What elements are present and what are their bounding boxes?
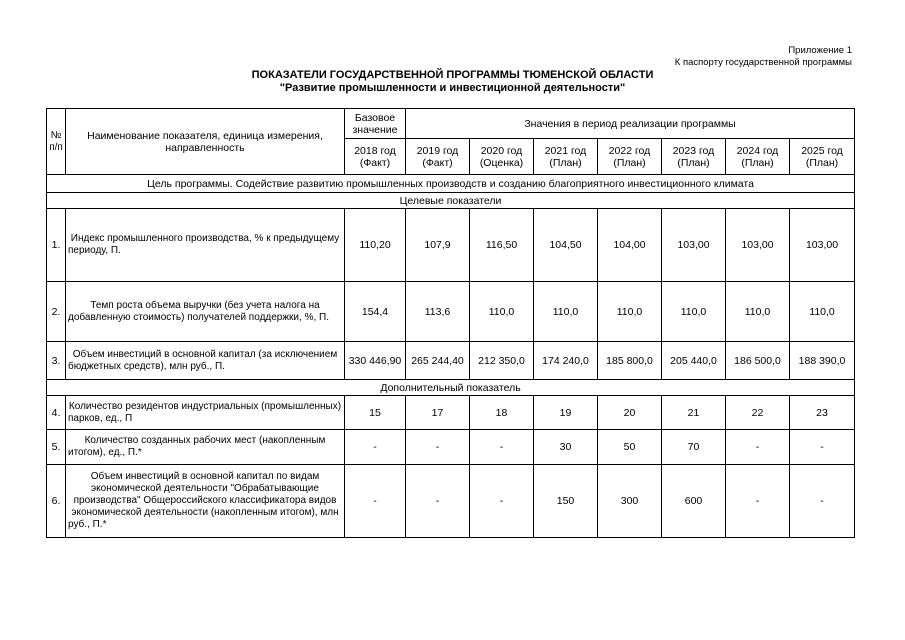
header-base: Базовое значение	[345, 109, 406, 139]
header-num: № п/п	[47, 109, 66, 175]
header-year-2021	[534, 139, 598, 175]
title-line-1: ПОКАЗАТЕЛИ ГОСУДАРСТВЕННОЙ ПРОГРАММЫ ТЮМЕНСКОЙ ОБЛАСТИ	[251, 69, 654, 81]
row-value: 330 446,90	[345, 342, 406, 380]
header-period: Значения в период реализации программы	[406, 109, 855, 139]
row-value: -	[406, 465, 470, 538]
row-value: 110,0	[598, 282, 662, 342]
row-value: -	[726, 465, 790, 538]
table-row	[47, 430, 855, 465]
row-value: 50	[598, 430, 662, 465]
title-line-2: "Развитие промышленности и инвестиционной деятельности"	[279, 82, 626, 94]
year-label: 2020 год	[480, 144, 523, 157]
year-label: 2025 год	[801, 144, 843, 157]
document-title	[0, 69, 905, 95]
header-year-2025	[790, 139, 855, 175]
row-value: 265 244,40	[406, 342, 470, 380]
header-year-2023	[662, 139, 726, 175]
row-value: 103,00	[662, 209, 726, 282]
row-value: 110,0	[470, 282, 534, 342]
year-kind: (План)	[549, 156, 582, 169]
section-extra-row	[47, 380, 855, 396]
row-number: 5.	[47, 430, 66, 465]
row-name: Объем инвестиций в основной капитал (за исключением бюджетных средств), млн руб., П.	[66, 342, 345, 380]
header-row-1	[47, 109, 855, 139]
row-value: 104,50	[534, 209, 598, 282]
row-value: 116,50	[470, 209, 534, 282]
row-value: 18	[470, 396, 534, 430]
row-name: Количество созданных рабочих мест (накопленным итогом), ед., П.*	[66, 430, 345, 465]
row-value: 212 350,0	[470, 342, 534, 380]
year-kind: (Оценка)	[479, 156, 524, 169]
row-value: 15	[345, 396, 406, 430]
row-value: 205 440,0	[662, 342, 726, 380]
row-value: 185 800,0	[598, 342, 662, 380]
header-year-2019	[406, 139, 470, 175]
header-name: Наименование показателя, единица измерения, направленность	[66, 109, 345, 175]
row-value: -	[470, 430, 534, 465]
table-row	[47, 465, 855, 538]
row-value: 600	[662, 465, 726, 538]
row-value: 154,4	[345, 282, 406, 342]
header-year-2022	[598, 139, 662, 175]
row-value: -	[726, 430, 790, 465]
table-row	[47, 209, 855, 282]
row-value: 110,20	[345, 209, 406, 282]
row-value: 300	[598, 465, 662, 538]
row-value: 104,00	[598, 209, 662, 282]
row-number: 3.	[47, 342, 66, 380]
row-value: 186 500,0	[726, 342, 790, 380]
year-label: 2022 год	[608, 144, 651, 157]
row-value: 103,00	[790, 209, 855, 282]
header-year-2020	[470, 139, 534, 175]
year-label: 2019 год	[416, 144, 459, 157]
table-row	[47, 396, 855, 430]
row-value: 70	[662, 430, 726, 465]
goal-row	[47, 175, 855, 193]
row-value: 110,0	[534, 282, 598, 342]
row-value: 21	[662, 396, 726, 430]
row-value: -	[345, 465, 406, 538]
row-value: 110,0	[726, 282, 790, 342]
row-value: -	[790, 430, 855, 465]
row-value: 30	[534, 430, 598, 465]
row-number: 1.	[47, 209, 66, 282]
section-extra-label: Дополнительный показатель	[47, 380, 855, 396]
row-number: 6.	[47, 465, 66, 538]
year-label: 2023 год	[672, 144, 715, 157]
section-target-label: Целевые показатели	[47, 193, 855, 209]
row-value: 23	[790, 396, 855, 430]
row-value: 188 390,0	[790, 342, 855, 380]
table-row	[47, 342, 855, 380]
table-row	[47, 282, 855, 342]
year-kind: (План)	[613, 156, 646, 169]
row-value: 107,9	[406, 209, 470, 282]
year-kind: (Факт)	[359, 156, 391, 169]
row-number: 4.	[47, 396, 66, 430]
row-value: 110,0	[790, 282, 855, 342]
row-value: -	[406, 430, 470, 465]
header-year-2018	[345, 139, 406, 175]
year-label: 2024 год	[736, 144, 779, 157]
row-name: Индекс промышленного производства, % к предыдущему периоду, П.	[66, 209, 345, 282]
row-value: 19	[534, 396, 598, 430]
row-value: 17	[406, 396, 470, 430]
year-label: 2021 год	[544, 144, 587, 157]
row-value: 110,0	[662, 282, 726, 342]
header-year-2024	[726, 139, 790, 175]
goal-text: Цель программы. Содействие развитию промышленных производств и созданию благоприятного инвестиционного климата	[47, 175, 855, 193]
row-name: Объем инвестиций в основной капитал по видам экономической деятельности "Обрабатывающие производства" Общероссийского классификатора видов экономической деятельности (накопленным итогом), млн руб., П.*	[66, 465, 345, 538]
annex-line-1: Приложение 1	[788, 45, 852, 56]
year-kind: (Факт)	[422, 156, 453, 169]
row-name: Количество резидентов индустриальных (промышленных) парков, ед., П	[66, 396, 345, 430]
year-kind: (План)	[741, 156, 774, 169]
row-value: -	[345, 430, 406, 465]
row-value: 22	[726, 396, 790, 430]
row-name: Темп роста объема выручки (без учета налога на добавленную стоимость) получателей поддержки, %, П.	[66, 282, 345, 342]
annex-note	[675, 45, 852, 69]
row-number: 2.	[47, 282, 66, 342]
row-value: -	[790, 465, 855, 538]
row-value: 20	[598, 396, 662, 430]
annex-line-2: К паспорту государственной программы	[674, 57, 852, 68]
row-value: -	[470, 465, 534, 538]
row-value: 174 240,0	[534, 342, 598, 380]
row-value: 113,6	[406, 282, 470, 342]
row-value: 150	[534, 465, 598, 538]
year-kind: (План)	[805, 156, 839, 169]
section-target-row	[47, 193, 855, 209]
year-label: 2018 год	[354, 144, 396, 157]
row-value: 103,00	[726, 209, 790, 282]
indicators-table	[46, 108, 855, 538]
year-kind: (План)	[677, 156, 710, 169]
